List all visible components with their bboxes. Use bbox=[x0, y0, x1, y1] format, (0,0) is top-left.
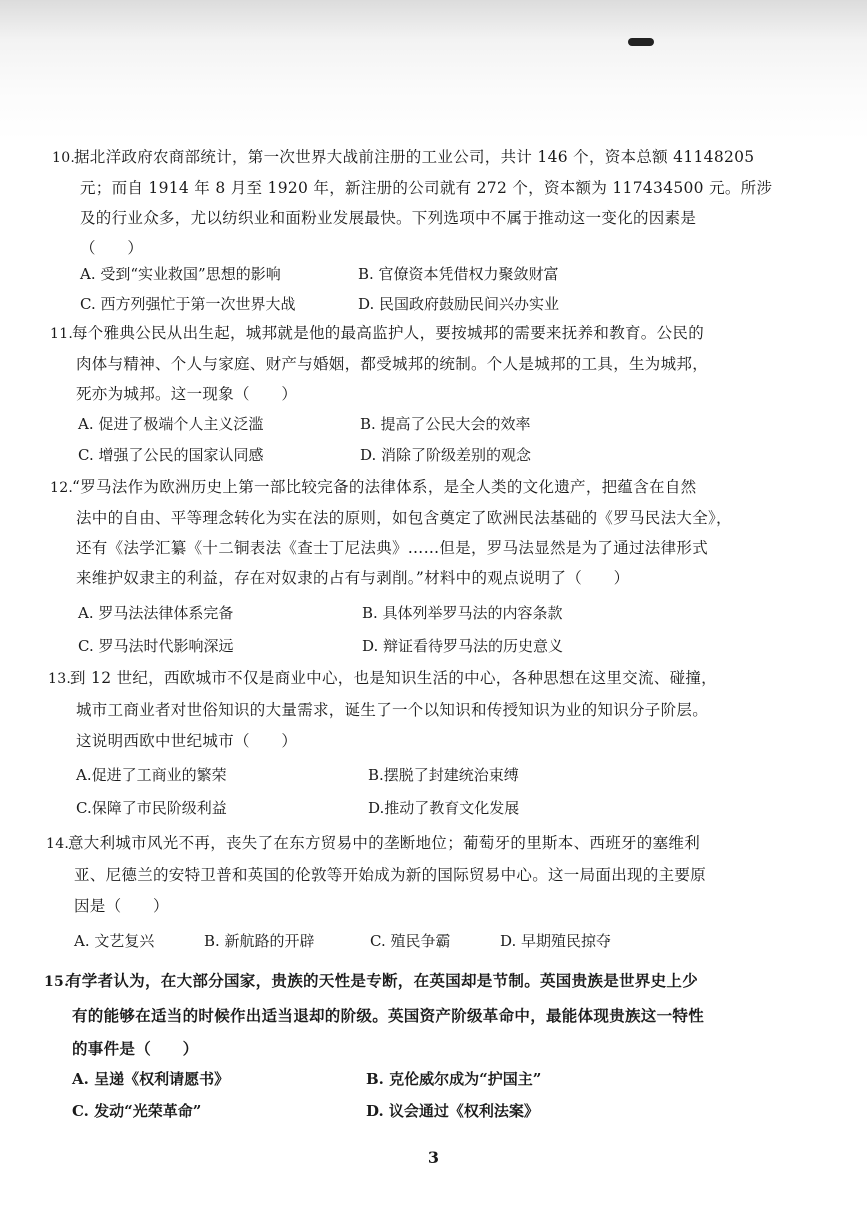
question-15-line-3: 的事件是（ ） bbox=[72, 1039, 199, 1058]
option-13-b[interactable]: B.摆脱了封建统治束缚 bbox=[368, 766, 519, 784]
question-11-line-2: 肉体与精神、个人与家庭、财产与婚姻，都受城邦的统制。个人是城邦的工具，生为城邦， bbox=[76, 355, 709, 373]
option-14-d[interactable]: D. 早期殖民掠夺 bbox=[500, 932, 612, 950]
question-11-stem bbox=[50, 318, 708, 409]
question-13-line-1: 13.到 12 世纪，西欧城市不仅是商业中心，也是知识生活的中心，各种思想在这里交流、碰撞， bbox=[48, 663, 717, 695]
option-10-d[interactable]: D. 民国政府鼓励民间兴办实业 bbox=[358, 295, 560, 313]
question-10-line-2: 元；而自 1914 年 8 月至 1920 年，新注册的公司就有 272 个，资本额为 117434500 元。所涉 bbox=[80, 179, 773, 197]
question-number: 12. bbox=[50, 480, 74, 496]
option-11-a[interactable]: A. 促进了极端个人主义泛滥 bbox=[78, 415, 264, 433]
option-10-a[interactable]: A. 受到“实业救国”思想的影响 bbox=[80, 265, 281, 283]
question-13-line-2: 城市工商业者对世俗知识的大量需求，诞生了一个以知识和传授知识为业的知识分子阶层。 bbox=[76, 701, 709, 719]
option-14-c[interactable]: C. 殖民争霸 bbox=[370, 932, 451, 950]
option-13-a[interactable]: A.促进了工商业的繁荣 bbox=[76, 766, 227, 784]
question-11-line-1: 11.每个雅典公民从出生起，城邦就是他的最高监护人，要按城邦的需要来抚养和教育。公民的 bbox=[50, 318, 708, 349]
question-12-line-4: 来维护奴隶主的利益，存在对奴隶的占有与剥削。”材料中的观点说明了（ ） bbox=[76, 569, 630, 587]
question-14-line-1: 14.意大利城市风光不再，丧失了在东方贸易中的垄断地位；葡萄牙的里斯本、西班牙的塞维利 bbox=[46, 828, 706, 860]
option-11-b[interactable]: B. 提高了公民大会的效率 bbox=[360, 415, 531, 433]
question-15-line-2: 有的能够在适当的时候作出适当退却的阶级。英国资产阶级革命中，最能体现贵族这一特性 bbox=[72, 1006, 705, 1025]
option-14-b[interactable]: B. 新航路的开辟 bbox=[204, 932, 315, 950]
option-14-a[interactable]: A. 文艺复兴 bbox=[74, 932, 155, 950]
option-15-a[interactable]: A. 呈递《权利请愿书》 bbox=[72, 1070, 230, 1088]
option-12-b[interactable]: B. 具体列举罗马法的内容条款 bbox=[362, 604, 563, 622]
question-15-stem bbox=[44, 964, 704, 1065]
question-14-line-3: 因是（ ） bbox=[74, 897, 169, 915]
question-12-line-2: 法中的自由、平等理念转化为实在法的原则，如包含奠定了欧洲民法基础的《罗马民法大全》， bbox=[76, 509, 732, 527]
option-12-c[interactable]: C. 罗马法时代影响深远 bbox=[78, 637, 234, 655]
question-10-stem bbox=[52, 142, 772, 263]
question-15-line-1: 15.有学者认为，在大部分国家，贵族的天性是专断，在英国却是节制。英国贵族是世界史上少 bbox=[44, 964, 704, 999]
option-12-a[interactable]: A. 罗马法法律体系完备 bbox=[78, 604, 234, 622]
question-number: 15. bbox=[44, 974, 70, 990]
question-13-line-3: 这说明西欧中世纪城市（ ） bbox=[76, 732, 298, 750]
option-15-c[interactable]: C. 发动“光荣革命” bbox=[72, 1102, 202, 1120]
question-11-line-3: 死亦为城邦。这一现象（ ） bbox=[76, 385, 298, 403]
page-number: 3 bbox=[427, 1148, 440, 1167]
question-number: 10. bbox=[52, 150, 76, 166]
option-10-b[interactable]: B. 官僚资本凭借权力聚敛财富 bbox=[358, 265, 559, 283]
option-11-d[interactable]: D. 消除了阶级差别的观念 bbox=[360, 446, 532, 464]
question-number: 11. bbox=[50, 326, 74, 342]
option-15-b[interactable]: B. 克伦威尔成为“护国主” bbox=[366, 1070, 542, 1088]
question-number: 13. bbox=[48, 671, 72, 687]
question-13-stem bbox=[48, 663, 717, 757]
question-12-line-3: 还有《法学汇纂《十二铜表法《查士丁尼法典》……但是，罗马法显然是为了通过法律形式 bbox=[76, 539, 709, 557]
option-10-c[interactable]: C. 西方列强忙于第一次世界大战 bbox=[80, 295, 296, 313]
question-10-line-4: （ ） bbox=[80, 239, 144, 257]
question-14-stem bbox=[46, 828, 706, 922]
question-12-stem bbox=[50, 472, 732, 593]
option-11-c[interactable]: C. 增强了公民的国家认同感 bbox=[78, 446, 264, 464]
question-number: 14. bbox=[46, 836, 70, 852]
question-10-line-3: 及的行业众多，尤以纺织业和面粉业发展最快。下列选项中不属于推动这一变化的因素是 bbox=[80, 209, 697, 227]
option-13-d[interactable]: D.推动了教育文化发展 bbox=[368, 799, 520, 817]
scan-mark bbox=[628, 38, 654, 46]
option-13-c[interactable]: C.保障了市民阶级利益 bbox=[76, 799, 227, 817]
question-10-line-1: 10.据北洋政府农商部统计，第一次世界大战前注册的工业公司，共计 146 个，资本总额 41148205 bbox=[52, 142, 772, 173]
option-12-d[interactable]: D. 辩证看待罗马法的历史意义 bbox=[362, 637, 564, 655]
question-14-line-2: 亚、尼德兰的安特卫普和英国的伦敦等开始成为新的国际贸易中心。这一局面出现的主要原 bbox=[74, 866, 707, 884]
question-12-line-1: 12.“罗马法作为欧洲历史上第一部比较完备的法律体系，是全人类的文化遗产，把蕴含在自然 bbox=[50, 472, 732, 503]
option-15-d[interactable]: D. 议会通过《权利法案》 bbox=[366, 1102, 539, 1120]
